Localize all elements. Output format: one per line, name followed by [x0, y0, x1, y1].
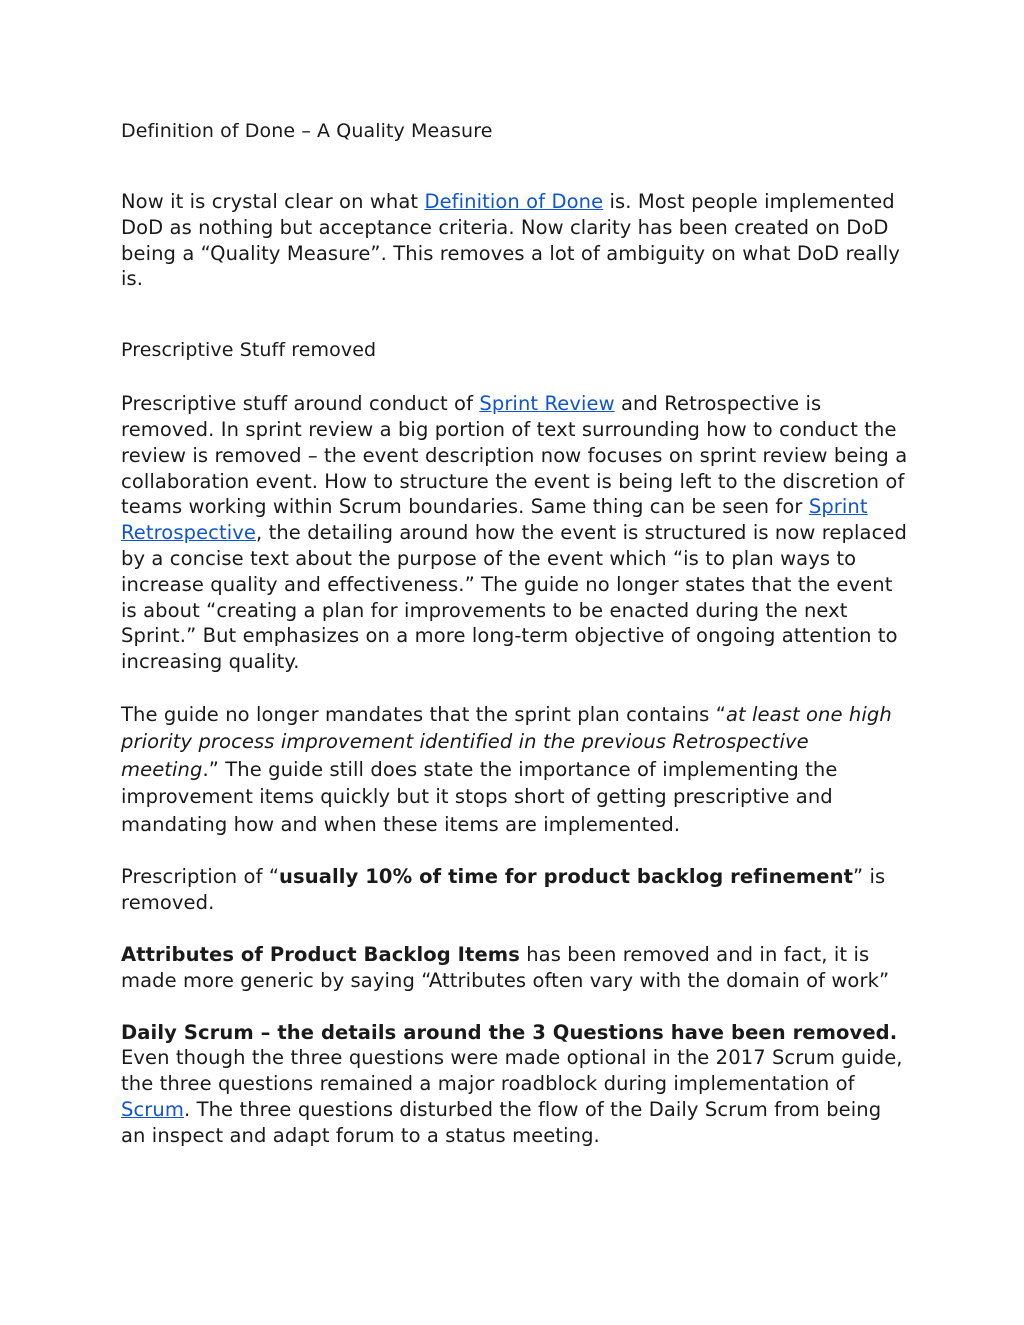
- spacer: [121, 146, 911, 189]
- text-span: has been removed and in fact, it is made more generic by saying “Attributes often vary with the domain of work”: [121, 943, 890, 992]
- link-definition-of-done[interactable]: Definition of Done: [424, 190, 604, 213]
- spacer: [121, 365, 911, 391]
- text-span: , the detailing around how the event is structured is now replaced by a concise text about the purpose of the event which “is to plan ways to increase quality and effectiveness.” The guide no longer states that the event is about “creating a plan for improvements to be enacted during the next Sprint.” But emphasizes on a more long-term objective of ongoing attention to increasing quality.: [121, 521, 907, 674]
- paragraph-pbi-attributes: [121, 942, 911, 994]
- text-span: .” The guide still does state the importance of implementing the improvement items quickly but it stops short of getting prescriptive and mandating how and when these items are implemented.: [121, 757, 838, 836]
- section-heading-definition-of-done: Definition of Done – A Quality Measure: [121, 120, 493, 142]
- spacer: [121, 675, 911, 701]
- text-span: Prescription of “: [121, 865, 280, 889]
- document-page: [121, 116, 911, 1149]
- link-sprint-review[interactable]: Sprint Review: [479, 392, 615, 416]
- section-heading-prescriptive-stuff: Prescriptive Stuff removed: [121, 339, 377, 362]
- text-span: is. Most people implemented DoD as nothing but acceptance criteria. Now clarity has been created on DoD being a “Quality Measure”. This removes a lot of ambiguity on what DoD really is.: [121, 190, 900, 291]
- text-span: and Retrospective is removed. In sprint review a big portion of text surrounding how to conduct the review is removed – the event description now focuses on sprint review being a collaboration event. How to structure the event is being left to the discretion of teams working within Scrum boundaries. Same thing can be seen for: [121, 392, 908, 519]
- text-span: The guide no longer mandates that the sprint plan contains “: [121, 702, 726, 726]
- spacer: [121, 994, 911, 1020]
- paragraph-sprint-plan: [121, 701, 911, 839]
- paragraph-dod-intro: [121, 189, 911, 292]
- text-span: . The three questions disturbed the flow of the Daily Scrum from being an inspect and adapt forum to a status meeting.: [121, 1098, 882, 1147]
- text-span: Prescriptive stuff around conduct of: [121, 392, 480, 416]
- paragraph-sprint-review: [121, 391, 911, 675]
- bold-text: Daily Scrum – the details around the 3 Questions have been removed.: [121, 1020, 898, 1044]
- link-sprint-retrospective[interactable]: Sprint Retrospective: [121, 495, 868, 545]
- text-span: Now it is crystal clear on what: [121, 190, 425, 213]
- bold-text: usually 10% of time for product backlog refinement: [279, 865, 854, 889]
- spacer: [121, 838, 911, 864]
- spacer: [121, 916, 911, 942]
- link-scrum[interactable]: Scrum: [121, 1098, 184, 1122]
- bold-text: Attributes of Product Backlog Items: [121, 943, 520, 967]
- text-span: Even though the three questions were made optional in the 2017 Scrum guide, the three questions remained a major roadblock during implementation of: [121, 1046, 903, 1096]
- paragraph-backlog-refinement: [121, 864, 911, 916]
- spacer: [121, 292, 911, 335]
- italic-quote: at least one high priority process improvement identified in the previous Retrospective meeting: [121, 702, 892, 781]
- text-span: ” is removed.: [121, 865, 886, 915]
- paragraph-daily-scrum: [121, 1020, 911, 1149]
